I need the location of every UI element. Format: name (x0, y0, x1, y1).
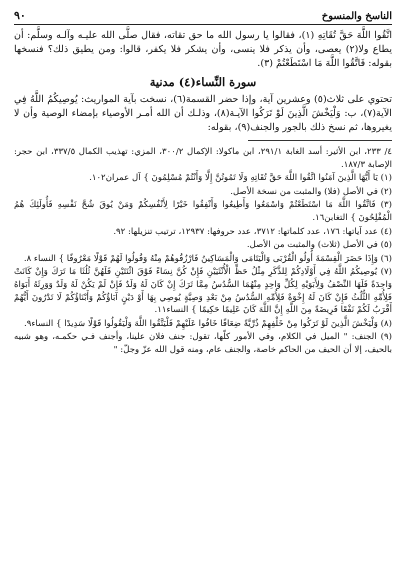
footnote-5: (٥) في الأصل (ثلاث) والمثبت من الأصل. (246, 240, 392, 251)
footnote-divider (248, 140, 392, 141)
footnote-8: (٨) وَلْيَخْشَ الَّذِينَ لَوْ تَرَكُوا مِنْ خَلْفِهِمْ ذُرِّيَّةً ضِعَافًا خَافُوا عَلَيْهِمْ فَلْيَتَّقُوا اللَّهَ وَلْيَقُولُوا قَوْلًا سَدِيدًا } النساء٩. (24, 318, 392, 329)
footnote-2: (٢) في الأصل (فلا) والمثبت من نسخة الأصل. (230, 186, 392, 197)
footnote-7: (٧) يُوصِيكُمُ اللَّهُ فِي أَوْلَادِكُمْ لِلذَّكَرِ مِثْلُ حَظِّ الْأُنْثَيَيْنِ فَإِنْ كُنَّ نِسَاءً فَوْقَ اثْنَتَيْنِ فَلَهُنَّ ثُلُثَا مَا تَرَكَ وَإِنْ كَانَتْ وَاحِدَةً فَلَهَا النِّصْفُ وَلِأَبَوَيْهِ لِكُلِّ وَاحِدٍ مِنْهُمَا السُّدُسُ مِمَّا تَرَكَ إِنْ كَانَ لَهُ وَلَدٌ فَإِنْ لَمْ يَكُنْ لَهُ وَلَدٌ وَوَرِثَهُ أَبَوَاهُ فَلِأُمِّهِ الثُّلُثُ فَإِنْ كَانَ لَهُ إِخْوَةٌ فَلِأُمِّهِ السُّدُسُ مِنْ بَعْدِ وَصِيَّةٍ يُوصِي بِهَا أَوْ دَيْنٍ آبَاؤُكُمْ وَأَبْنَاؤُكُمْ لَا تَدْرُونَ أَيُّهُمْ أَقْرَبُ لَكُمْ نَفْعًا فَرِيضَةً مِنَ اللَّهِ إِنَّ اللَّهَ كَانَ عَلِيمًا حَكِيمًا } النساء١١. (14, 267, 392, 316)
footnotes-section (14, 146, 392, 357)
footnote-4: (٤) عدد آياتها: ١٧٦، عدد كلماتها: ٣٧١٢، عدد حروفها: ١٢٩٣٧، ترتيب تنزيلها: ٩٢. (113, 226, 392, 237)
running-header (14, 6, 392, 25)
footnote-6: (٦) وَإِذَا حَضَرَ الْقِسْمَةَ أُولُو الْقُرْبَى وَالْيَتَامَى وَالْمَسَاكِينُ فَارْزُقُوهُمْ مِنْهُ وَقُولُوا لَهُمْ قَوْلًا مَعْرُوفًا } النساء ٨. (23, 253, 392, 264)
sura-heading: سورة النِّساء(٤) مدنية (149, 75, 257, 89)
footnote-3: (٣) فَاتَّقُوا اللَّهَ مَا اسْتَطَعْتُمْ وَاسْمَعُوا وَأَطِيعُوا وَأَنْفِقُوا خَيْرًا لِأَنْفُسِكُمْ وَمَنْ يُوقَ شُحَّ نَفْسِهِ فَأُولَئِكَ هُمُ الْمُفْلِحُونَ } التغابن١٦. (14, 200, 392, 223)
sura-paragraph: تحتوي على ثلاث(٥) وعشرين آية، وإذا حضر القسمة(٦)، نسخت بآية المواريث: يُوصِيكُمُ اللَّهُ فِي الآية(٧)، ب: وَلْيَخْشَ الَّذِينَ لَوْ تَرَكُوا الآيـة(٨)، وذلـك أن الله أمـر الأوصياء بإمضاء الوصية وأن لا يغيروها، ثم نسخ ذلك بالجور والجنف(٩)، بقوله: (14, 94, 392, 133)
footnote-continued: ٤/ ٢٣٣، ابن الأثير: أسد الغابة ٢٩١/١، ابن ماكولا: الإكمال ٣٠٠/٢، المزي: تهذيب الكمال ٣٣٧/٥، ابن حجر: الإصابة ١٨٧/٣. (14, 147, 392, 170)
running-title: الناسخ والمنسوخ (321, 11, 392, 22)
footnote-9: (٩) الجنف: " الميل في الكلام، وفي الأمور كلّها، تقول: جنف فلان علينا، وأجنف فـي حكمـه، وهو شبيه بالحيف، إلا أن الحيف من الحاكم خاصة، والجنف عام، ومنه قول الله عزّ وجلّ: " (14, 332, 392, 355)
intro-paragraph: اتَّقُوا اللَّهَ حَقَّ تُقَاتِهِ (١)، فقالوا يا رسول الله ما حق تقاته، فقال صلَّى الله عليـه وآلـه وسلَّم: أن يطاع ولا(٢) يعصى، وأن يذكر فلا ينسى، وأن يشكر فلا يكفر، قالوا: ومن يطيق ذلك؟ فنسخها بقوله: فَاتَّقُوا اللَّهَ مَا اسْتَطَعْتُمْ (٣). (14, 30, 392, 69)
footnote-1: (١) يَا أَيُّهَا الَّذِينَ آمَنُوا اتَّقُوا اللَّهَ حَقَّ تُقَاتِهِ وَلَا تَمُوتُنَّ إِلَّا وَأَنْتُمْ مُسْلِمُونَ } آل عمران١٠٢. (89, 173, 392, 184)
page-number: ٩٠ (14, 9, 26, 22)
